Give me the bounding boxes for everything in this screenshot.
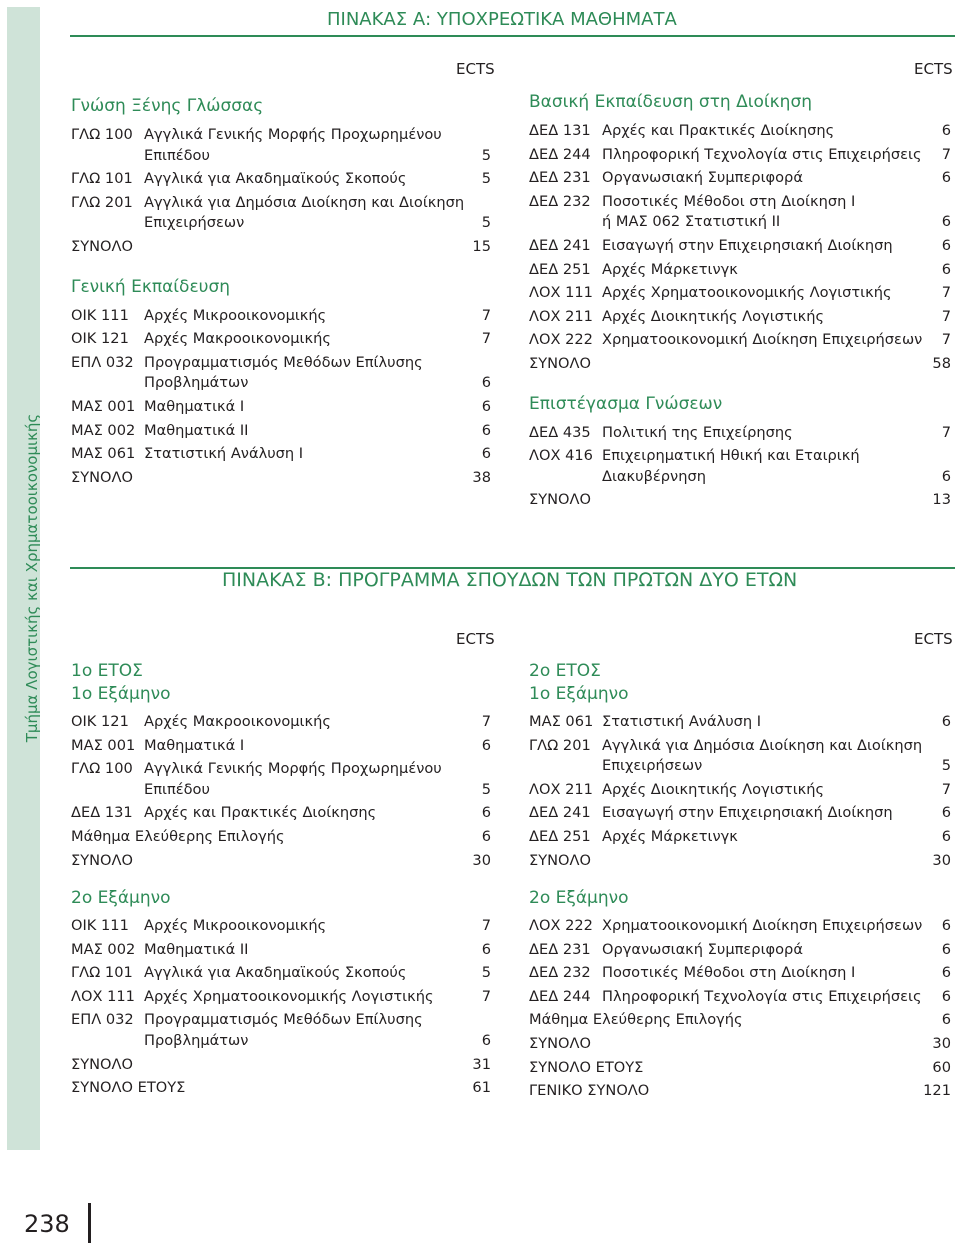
course-row — [529, 828, 951, 852]
course-row — [529, 781, 951, 805]
course-ects: 7 — [481, 330, 491, 348]
course-code: ΛΟΧ 222 — [529, 917, 593, 934]
course-name: Αρχές και Πρακτικές Διοίκησης — [144, 804, 377, 822]
course-code: ΟΙΚ 111 — [71, 917, 129, 934]
course-code: ΔΕΔ 251 — [529, 260, 591, 278]
course-row — [71, 760, 491, 807]
course-name: Προγραμματισμός Μεθόδων Επίλυσης — [144, 1011, 423, 1029]
course-code: ΓΛΩ 101 — [71, 964, 133, 982]
ects-header-a-right: ECTS — [914, 60, 953, 78]
course-name: Εισαγωγή στην Επιχειρησιακή Διοίκηση — [602, 237, 893, 254]
course-name: Επιχειρηματική Ηθική και Εταιρική — [602, 447, 860, 465]
course-name: Οργανωσιακή Συμπεριφορά — [602, 169, 803, 187]
year-total-value: 60 — [932, 1058, 951, 1076]
course-name: Πολιτική της Επιχείρησης — [602, 423, 793, 441]
course-row — [71, 804, 491, 828]
course-name: Αρχές Διοικητικής Λογιστικής — [602, 780, 825, 798]
semester-total — [529, 1035, 951, 1059]
course-code: ΔΕΔ 232 — [529, 964, 591, 982]
section-total-value: 13 — [932, 491, 951, 509]
course-row — [529, 122, 951, 146]
course-row — [71, 194, 491, 241]
course-code: ΛΟΧ 211 — [529, 307, 593, 325]
course-name: Ποσοτικές Μέθοδοι στη Διοίκηση Ι — [602, 964, 856, 982]
course-ects: 6 — [941, 213, 951, 231]
course-code: ΓΛΩ 100 — [71, 126, 133, 143]
table-b-rule — [70, 567, 955, 569]
course-code: ΜΑΣ 001 — [71, 736, 136, 754]
course-code: ΔΕΔ 244 — [529, 987, 591, 1005]
semester-total-label: ΣΥΝΟΛΟ — [529, 1035, 592, 1052]
course-name: Μαθηματικά Ι — [144, 736, 245, 754]
course-ects: 6 — [941, 237, 951, 254]
course-ects: 6 — [941, 917, 951, 934]
course-name: Αρχές Χρηματοοικονομικής Λογιστικής — [144, 987, 434, 1005]
section-total-value: 38 — [472, 468, 491, 486]
course-ects: 7 — [481, 987, 491, 1005]
course-code: ΟΙΚ 121 — [71, 330, 129, 348]
semester-total-value: 30 — [472, 851, 491, 869]
semester-total-label: ΣΥΝΟΛΟ — [529, 851, 592, 869]
course-code: ΔΕΔ 251 — [529, 828, 591, 845]
course-row — [71, 964, 491, 988]
year-heading: 2ο ΕΤΟΣ — [529, 661, 601, 681]
page-number: 238 — [24, 1210, 70, 1238]
ects-header-b-left: ECTS — [456, 630, 495, 648]
course-ects: 6 — [481, 445, 491, 463]
course-ects: 6 — [941, 964, 951, 982]
year-total-label: ΣΥΝΟΛΟ ΕΤΟΥΣ — [529, 1058, 644, 1076]
course-name: Αρχές Μάρκετινγκ — [602, 828, 738, 845]
course-row — [529, 146, 951, 170]
course-code: ΔΕΔ 232 — [529, 192, 591, 210]
semester-heading: 1ο Εξάμηνο — [71, 684, 171, 704]
course-name: Αγγλικά για Ακαδημαϊκούς Σκοπούς — [144, 170, 407, 188]
course-name-continued: Επιχειρήσεων — [144, 214, 245, 232]
course-ects: 6 — [481, 940, 491, 958]
course-ects: 6 — [481, 421, 491, 439]
course-ects: 5 — [481, 214, 491, 232]
course-code: ΕΠΛ 032 — [71, 1011, 134, 1029]
year-total-value: 61 — [472, 1079, 491, 1097]
course-name-continued: Επιπέδου — [144, 780, 210, 798]
course-name: Μαθηματικά Ι — [144, 398, 245, 415]
course-code: ΓΛΩ 101 — [71, 170, 133, 188]
course-row — [71, 737, 491, 761]
course-ects: 6 — [941, 804, 951, 822]
course-name: Αγγλικά Γενικής Μορφής Προχωρημένου — [144, 126, 442, 143]
grand-total-value: 121 — [923, 1082, 951, 1100]
course-code: ΛΟΧ 416 — [529, 447, 593, 465]
course-row — [71, 307, 491, 331]
semester-total-value: 30 — [932, 1035, 951, 1052]
section-total-label: ΣΥΝΟΛΟ — [529, 491, 592, 509]
course-code: ΓΛΩ 201 — [71, 193, 133, 211]
course-name: Πληροφορική Τεχνολογία στις Επιχειρήσεις — [602, 987, 922, 1005]
semester-total-value: 30 — [932, 851, 951, 869]
course-name: Μάθημα Ελεύθερης Επιλογής — [529, 1011, 743, 1029]
course-row — [71, 941, 491, 965]
section-total-value: 58 — [932, 355, 951, 372]
semester-total — [71, 852, 491, 876]
course-ects: 7 — [481, 713, 491, 730]
semester-heading: 2ο Εξάμηνο — [529, 888, 629, 908]
section-total — [71, 469, 491, 493]
semester-total — [529, 852, 951, 876]
course-ects: 7 — [941, 284, 951, 302]
course-ects: 5 — [941, 757, 951, 775]
course-name: Μαθηματικά ΙΙ — [144, 421, 249, 439]
course-ects: 7 — [481, 917, 491, 934]
course-name: Μαθηματικά ΙΙ — [144, 940, 249, 958]
course-code: ΛΟΧ 111 — [529, 284, 593, 302]
semester-total — [71, 1056, 491, 1080]
course-ects: 7 — [481, 306, 491, 324]
course-row — [71, 422, 491, 446]
ects-header-a-left: ECTS — [456, 60, 495, 78]
section-total — [529, 355, 951, 379]
semester-total-label: ΣΥΝΟΛΟ — [71, 1055, 134, 1073]
course-code: ΔΕΔ 241 — [529, 804, 591, 822]
course-name: Χρηματοοικονομική Διοίκηση Επιχειρήσεων — [602, 917, 923, 934]
course-row — [529, 988, 951, 1012]
course-ects: 5 — [481, 780, 491, 798]
table-b-title: ΠΙΝΑΚΑΣ Β: ΠΡΟΓΡΑΜΜΑ ΣΠΟΥΔΩΝ ΤΩΝ ΠΡΩΤΩΝ ΔΥΟ ΕΤΩΝ — [222, 569, 798, 591]
course-row — [529, 331, 951, 355]
section-heading: Γνώση Ξένης Γλώσσας — [71, 96, 264, 116]
course-name: Αρχές Μικροοικονομικής — [144, 306, 327, 324]
course-ects: 5 — [481, 964, 491, 982]
course-ects: 7 — [941, 307, 951, 325]
course-row — [71, 1011, 491, 1058]
course-row — [71, 330, 491, 354]
course-code: ΔΕΔ 131 — [529, 122, 591, 139]
course-row — [529, 941, 951, 965]
course-name: Αρχές Μικροοικονομικής — [144, 917, 327, 934]
course-code: ΔΕΔ 244 — [529, 145, 591, 163]
course-name: Πληροφορική Τεχνολογία στις Επιχειρήσεις — [602, 145, 922, 163]
course-name: Αρχές Διοικητικής Λογιστικής — [602, 307, 825, 325]
course-ects: 6 — [481, 804, 491, 822]
course-ects: 7 — [941, 423, 951, 441]
course-code: ΜΑΣ 001 — [71, 398, 136, 415]
course-name: Ποσοτικές Μέθοδοι στη Διοίκηση Ι — [602, 192, 856, 210]
course-ects: 6 — [941, 940, 951, 958]
course-row — [529, 447, 951, 494]
course-ects: 7 — [941, 331, 951, 349]
course-name-continued: Επιπέδου — [144, 146, 210, 164]
course-row — [529, 804, 951, 828]
course-name: Οργανωσιακή Συμπεριφορά — [602, 940, 803, 958]
course-name: Χρηματοοικονομική Διοίκηση Επιχειρήσεων — [602, 331, 923, 349]
course-ects: 5 — [481, 146, 491, 164]
course-code: ΔΕΔ 435 — [529, 423, 591, 441]
section-heading: Βασική Εκπαίδευση στη Διοίκηση — [529, 92, 812, 112]
semester-heading: 2ο Εξάμηνο — [71, 888, 171, 908]
course-name: Στατιστική Ανάλυση Ι — [602, 713, 762, 730]
course-ects: 6 — [481, 1031, 491, 1049]
course-row — [529, 308, 951, 332]
table-a-rule — [70, 35, 955, 37]
course-name: Στατιστική Ανάλυση Ι — [144, 445, 304, 463]
course-ects: 6 — [941, 122, 951, 139]
section-total-value: 15 — [472, 238, 491, 255]
grand-total-label: ΓΕΝΙΚΟ ΣΥΝΟΛΟ — [529, 1082, 650, 1100]
course-ects: 7 — [941, 145, 951, 163]
section-heading: Επιστέγασμα Γνώσεων — [529, 393, 723, 414]
course-row — [529, 424, 951, 448]
course-row — [71, 170, 491, 194]
course-ects: 6 — [941, 467, 951, 485]
course-ects: 6 — [941, 1011, 951, 1029]
course-name: Αγγλικά Γενικής Μορφής Προχωρημένου — [144, 760, 442, 778]
course-name-continued: Προβλημάτων — [144, 374, 249, 392]
grand-total — [529, 1082, 951, 1106]
course-code: ΛΟΧ 211 — [529, 780, 593, 798]
course-ects: 6 — [481, 374, 491, 392]
course-ects: 6 — [481, 736, 491, 754]
course-code: ΜΑΣ 061 — [71, 445, 136, 463]
course-name: Αρχές Μακροοικονομικής — [144, 330, 331, 348]
course-ects: 6 — [941, 828, 951, 845]
course-row — [71, 828, 491, 852]
course-row — [529, 193, 951, 240]
course-row — [529, 284, 951, 308]
course-row — [71, 713, 491, 737]
course-row — [71, 398, 491, 422]
course-row — [529, 917, 951, 941]
course-name: Αγγλικά για Δημόσια Διοίκηση και Διοίκηση — [144, 193, 465, 211]
course-code: ΓΛΩ 201 — [529, 736, 591, 754]
course-name: Αρχές Χρηματοοικονομικής Λογιστικής — [602, 284, 892, 302]
page-number-bar — [88, 1203, 91, 1243]
course-code: ΜΑΣ 002 — [71, 421, 136, 439]
course-name-continued: Επιχειρήσεων — [602, 757, 703, 775]
section-total — [71, 238, 491, 262]
year-total — [529, 1059, 951, 1083]
course-row — [71, 126, 491, 173]
course-ects: 6 — [481, 398, 491, 415]
course-row — [529, 964, 951, 988]
course-name: Αρχές Μακροοικονομικής — [144, 713, 331, 730]
course-name: Προγραμματισμός Μεθόδων Επίλυσης — [144, 353, 423, 371]
course-code: ΜΑΣ 002 — [71, 940, 136, 958]
course-ects: 7 — [941, 780, 951, 798]
course-row — [529, 1011, 951, 1035]
course-ects: 6 — [481, 828, 491, 845]
ects-header-b-right: ECTS — [914, 630, 953, 648]
table-a-title: ΠΙΝΑΚΑΣ Α: ΥΠΟΧΡΕΩΤΙΚΑ ΜΑΘΗΜΑΤΑ — [327, 9, 677, 30]
course-row — [71, 354, 491, 401]
course-ects: 6 — [941, 169, 951, 187]
section-total-label: ΣΥΝΟΛΟ — [71, 468, 134, 486]
course-code: ΕΠΛ 032 — [71, 353, 134, 371]
course-name-continued: Προβλημάτων — [144, 1031, 249, 1049]
course-code: ΓΛΩ 100 — [71, 760, 133, 778]
course-name: Αγγλικά για Δημόσια Διοίκηση και Διοίκηση — [602, 736, 923, 754]
year-total — [71, 1079, 491, 1103]
course-row — [529, 169, 951, 193]
course-row — [71, 917, 491, 941]
section-total — [529, 491, 951, 515]
course-ects: 6 — [941, 987, 951, 1005]
course-row — [529, 261, 951, 285]
course-row — [71, 988, 491, 1012]
section-heading: Γενική Εκπαίδευση — [71, 276, 231, 297]
course-code: ΟΙΚ 111 — [71, 306, 129, 324]
course-ects: 5 — [481, 170, 491, 188]
course-name: Αρχές και Πρακτικές Διοίκησης — [602, 122, 835, 139]
course-row — [71, 445, 491, 469]
course-code: ΔΕΔ 231 — [529, 940, 591, 958]
course-row — [529, 713, 951, 737]
course-name: Εισαγωγή στην Επιχειρησιακή Διοίκηση — [602, 804, 893, 822]
department-label: Τμήμα Λογιστικής και Χρηματοοικονομικής — [23, 413, 41, 743]
course-name-continued: ή ΜΑΣ 062 Στατιστική ΙΙ — [602, 213, 781, 231]
course-name: Μάθημα Ελεύθερης Επιλογής — [71, 828, 285, 845]
semester-total-value: 31 — [472, 1055, 491, 1073]
course-code: ΜΑΣ 061 — [529, 713, 594, 730]
semester-total-label: ΣΥΝΟΛΟ — [71, 851, 134, 869]
course-ects: 6 — [941, 713, 951, 730]
year-total-label: ΣΥΝΟΛΟ ΕΤΟΥΣ — [71, 1079, 186, 1097]
section-total-label: ΣΥΝΟΛΟ — [71, 238, 134, 255]
section-total-label: ΣΥΝΟΛΟ — [529, 355, 592, 372]
course-code: ΔΕΔ 131 — [71, 804, 133, 822]
year-heading: 1ο ΕΤΟΣ — [71, 661, 143, 681]
course-code: ΟΙΚ 121 — [71, 713, 129, 730]
course-code: ΛΟΧ 111 — [71, 987, 135, 1005]
course-name: Αρχές Μάρκετινγκ — [602, 260, 738, 278]
course-code: ΛΟΧ 222 — [529, 331, 593, 349]
course-name: Αγγλικά για Ακαδημαϊκούς Σκοπούς — [144, 964, 407, 982]
course-code: ΔΕΔ 241 — [529, 237, 591, 254]
course-name-continued: Διακυβέρνηση — [602, 467, 706, 485]
course-code: ΔΕΔ 231 — [529, 169, 591, 187]
course-row — [529, 737, 951, 784]
course-row — [529, 237, 951, 261]
semester-heading: 1ο Εξάμηνο — [529, 684, 629, 704]
course-ects: 6 — [941, 260, 951, 278]
